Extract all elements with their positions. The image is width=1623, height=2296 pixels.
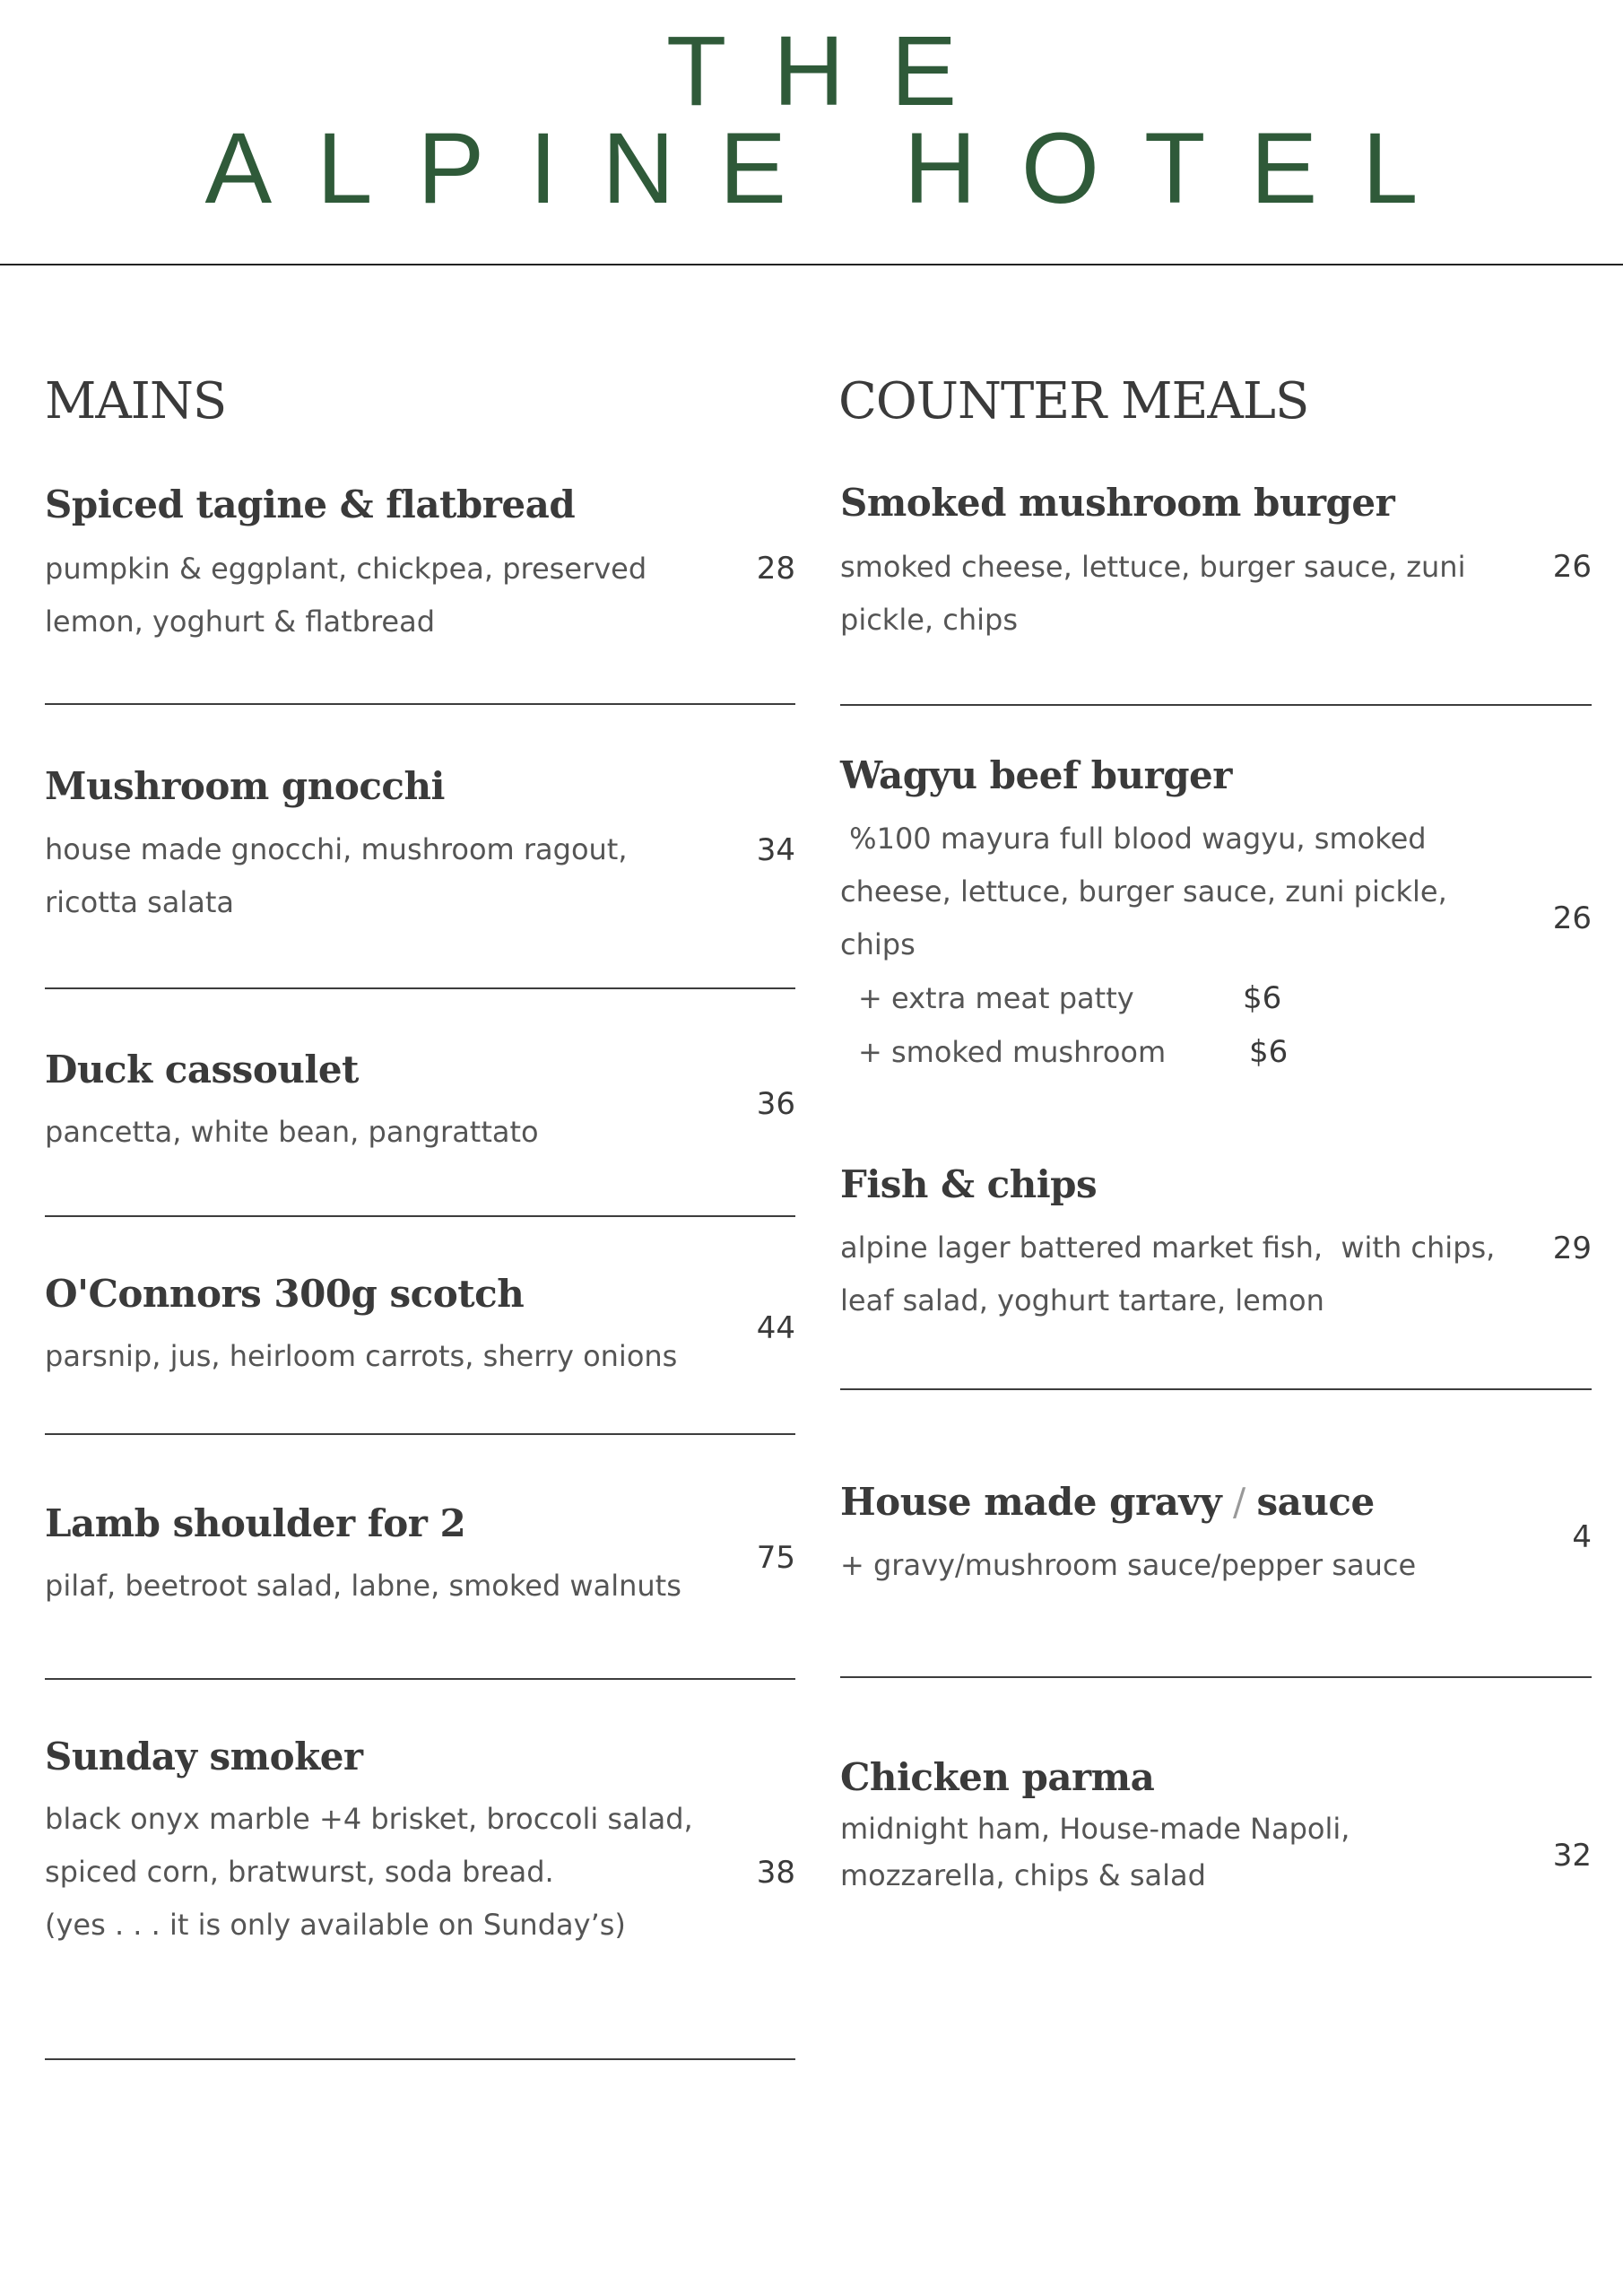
menu-item-desc (45, 1330, 677, 1383)
menu-item-desc (840, 1539, 1416, 1592)
menu-item-desc (45, 1560, 681, 1613)
item-divider (45, 2058, 795, 2060)
desc-line: pilaf, beetroot salad, labne, smoked walnuts (45, 1569, 681, 1603)
desc-line: + gravy/mushroom sauce/pepper sauce (840, 1548, 1417, 1582)
desc-line: smoked cheese, lettuce, burger sauce, zuni (840, 550, 1466, 584)
desc-line: mozzarella, chips & salad (840, 1858, 1206, 1892)
extra-option-label: + smoked mushroom (858, 1035, 1167, 1069)
menu-item-price: 75 (756, 1540, 795, 1576)
menu-item-name: Duck cassoulet (45, 1048, 359, 1091)
desc-line: midnight ham, House-made Napoli, (840, 1812, 1350, 1846)
desc-line: ricotta salata (45, 885, 235, 919)
extra-option-price: $6 (1243, 980, 1282, 1016)
menu-item-desc (840, 541, 1465, 647)
menu-item-name: Chicken parma (840, 1755, 1155, 1799)
menu-item-price: 29 (1552, 1231, 1592, 1266)
menu-item-name: Lamb shoulder for 2 (45, 1501, 466, 1545)
desc-line: cheese, lettuce, burger sauce, zuni pickle, (840, 874, 1447, 909)
menu-item-price: 32 (1552, 1838, 1592, 1874)
desc-line: spiced corn, bratwurst, soda bread. (45, 1855, 554, 1889)
hotel-title-the: THE (666, 16, 1003, 126)
menu-item-name: Mushroom gnocchi (45, 764, 445, 808)
menu-item-name: O'Connors 300g scotch (45, 1272, 525, 1316)
menu-item-name: Fish & chips (840, 1162, 1098, 1206)
menu-item-price: 26 (1552, 549, 1592, 585)
menu-item-name: Smoked mushroom burger (840, 481, 1395, 525)
menu-item-desc (45, 543, 647, 648)
item-divider (840, 1676, 1592, 1678)
mains-heading: MAINS (45, 372, 227, 430)
menu-item-desc (840, 813, 1447, 971)
desc-line: pickle, chips (840, 603, 1018, 637)
hotel-title-name: ALPINE HOTEL (204, 112, 1463, 224)
menu-item-desc (45, 823, 628, 929)
menu-item-price: 26 (1552, 900, 1592, 936)
desc-line: house made gnocchi, mushroom ragout, (45, 832, 628, 866)
desc-line: leaf salad, yoghurt tartare, lemon (840, 1283, 1324, 1318)
counter-meals-heading: COUNTER MEALS (838, 372, 1309, 430)
desc-line: (yes . . . it is only available on Sunday’s) (45, 1908, 626, 1942)
menu-item-price: 36 (756, 1086, 795, 1122)
menu-item-desc (840, 1805, 1350, 1899)
desc-line: pumpkin & eggplant, chickpea, preserved (45, 552, 647, 586)
menu-item-price: 34 (756, 832, 795, 868)
header-divider (0, 264, 1623, 265)
menu-item-name-part: House made gravy (840, 1480, 1222, 1524)
menu-item-price: 28 (756, 551, 795, 587)
desc-line: lemon, yoghurt & flatbread (45, 604, 436, 639)
menu-item-name: Spiced tagine & flatbread (45, 483, 576, 526)
menu-item-price: 44 (756, 1310, 795, 1346)
desc-line: alpine lager battered market fish, with chips, (840, 1231, 1496, 1265)
menu-item-name (840, 1480, 1375, 1525)
item-divider (840, 1388, 1592, 1390)
item-divider (45, 1433, 795, 1435)
menu-item-name: Wagyu beef burger (840, 753, 1232, 797)
item-divider (45, 1215, 795, 1217)
extra-option-label: + extra meat patty (858, 981, 1134, 1015)
extra-option-price: $6 (1249, 1034, 1289, 1070)
item-divider (840, 704, 1592, 706)
menu-item-desc (45, 1106, 539, 1159)
desc-line: pancetta, white bean, pangrattato (45, 1115, 539, 1149)
item-divider (45, 703, 795, 705)
menu-item-price: 4 (1572, 1519, 1592, 1555)
menu-item-desc (45, 1793, 693, 1952)
desc-line: parsnip, jus, heirloom carrots, sherry onions (45, 1339, 678, 1373)
menu-item-desc (840, 1222, 1495, 1327)
item-divider (45, 987, 795, 989)
name-separator: / (1221, 1480, 1257, 1524)
menu-item-price: 38 (756, 1855, 795, 1891)
menu-item-name: Sunday smoker (45, 1735, 363, 1779)
menu-item-name-part: sauce (1256, 1480, 1375, 1524)
desc-line: black onyx marble +4 brisket, broccoli salad, (45, 1802, 693, 1836)
desc-line: %100 mayura full blood wagyu, smoked (840, 822, 1427, 856)
desc-line: chips (840, 927, 916, 961)
item-divider (45, 1678, 795, 1680)
